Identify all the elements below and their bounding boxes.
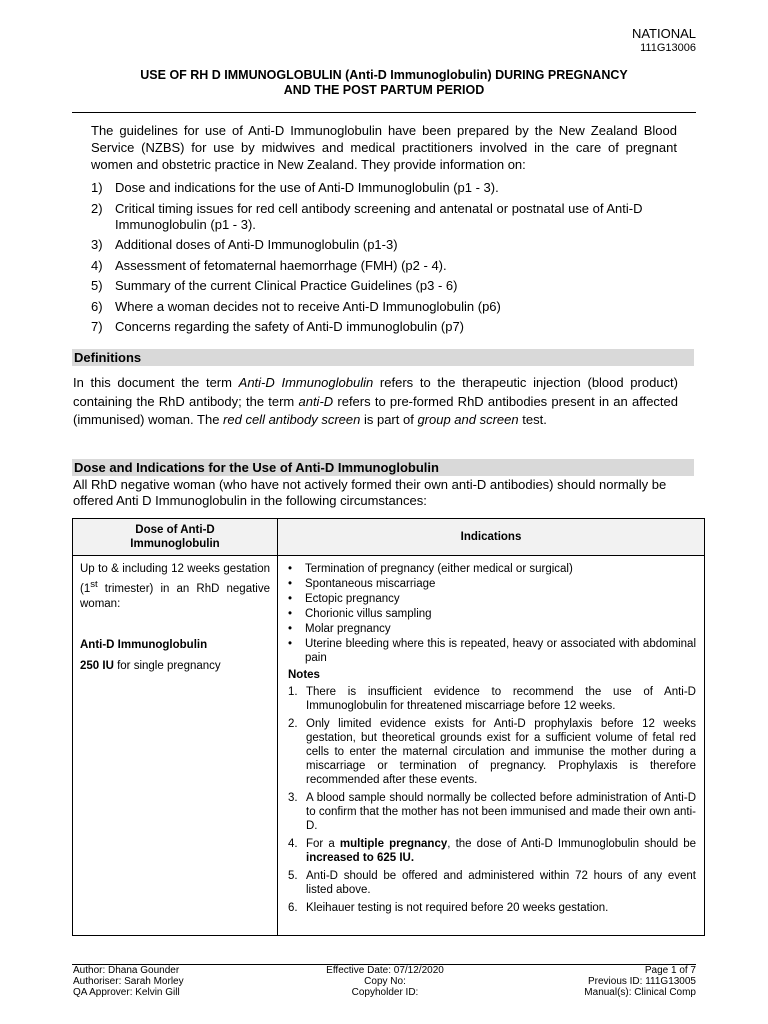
note-text: Anti-D should be offered and administered within 72 hours of any event listed above. xyxy=(306,870,696,896)
list-item xyxy=(288,685,696,713)
dose-iu-value: 250 IU xyxy=(80,659,114,672)
list-text: Concerns regarding the safety of Anti-D immunoglobulin (p7) xyxy=(115,319,465,334)
indication-text: Molar pregnancy xyxy=(305,623,391,635)
footer-right xyxy=(584,965,696,998)
list-item xyxy=(288,791,696,833)
document-header xyxy=(632,26,696,55)
dose-gestation-text xyxy=(80,562,270,612)
title-line-2: AND THE POST PARTUM PERIOD xyxy=(283,83,485,97)
list-text: Summary of the current Clinical Practice Guidelines (p3 - 6) xyxy=(115,278,458,293)
note-number: 2. xyxy=(288,718,298,730)
table-header-row xyxy=(73,519,705,556)
list-item xyxy=(288,622,696,636)
footer-manuals: Manual(s): Clinical Comp xyxy=(584,987,696,998)
list-number: 6) xyxy=(91,298,103,314)
note-text-part: , the dose of Anti-D Immunoglobulin should be xyxy=(447,838,696,850)
definitions-text: refers to pre-formed RhD antibodies present in an affected (immunised) woman. The xyxy=(73,393,678,427)
footer-left xyxy=(73,965,184,998)
indication-text: Chorionic villus sampling xyxy=(305,608,432,620)
note-number: 6. xyxy=(288,902,298,914)
title-divider xyxy=(72,112,696,113)
list-item xyxy=(91,319,683,335)
note-emphasis: multiple pregnancy xyxy=(339,838,448,850)
bullet: • xyxy=(288,578,293,590)
indications-column-header: Indications xyxy=(278,519,705,556)
dose-text: for single pregnancy xyxy=(113,659,221,672)
header-text: Dose of Anti-D xyxy=(135,524,215,536)
term-anti-d-immunoglobulin: Anti-D Immunoglobulin xyxy=(238,375,374,390)
note-number: 4. xyxy=(288,838,298,850)
document-code: 111G13006 xyxy=(640,42,696,54)
note-number: 1. xyxy=(288,686,298,698)
note-text: A blood sample should normally be collected before administration of Anti-D to confirm that the mother has not been immunised and made their own anti-D. xyxy=(306,792,696,832)
dose-text: trimester) in an RhD negative woman: xyxy=(80,582,270,610)
list-text: Assessment of fetomaternal haemorrhage (FMH) (p2 - 4). xyxy=(115,257,447,273)
notes-heading: Notes xyxy=(288,669,320,681)
bullet: • xyxy=(288,623,293,635)
table-row xyxy=(73,556,705,936)
definitions-text: is part of xyxy=(360,412,418,427)
footer-effective-date: Effective Date: 07/12/2020 xyxy=(326,965,444,976)
list-item xyxy=(91,278,683,294)
indication-text: Ectopic pregnancy xyxy=(305,593,400,605)
dose-indications-table xyxy=(72,518,705,936)
definitions-text: test. xyxy=(518,412,547,427)
note-number: 3. xyxy=(288,792,298,804)
note-text: There is insufficient evidence to recommend the use of Anti-D Immunoglobulin for threatened miscarriage before 12 weeks. xyxy=(306,686,696,712)
note-text-part: For a xyxy=(306,838,340,850)
indication-text: Uterine bleeding where this is repeated, heavy or associated with abdominal pain xyxy=(305,638,696,664)
term-anti-d: anti-D xyxy=(298,393,334,409)
dose-amount xyxy=(80,659,270,674)
dose-section-heading: Dose and Indications for the Use of Anti-D Immunoglobulin xyxy=(72,459,694,476)
list-item xyxy=(288,837,696,865)
list-text: Dose and indications for the use of Anti-D Immunoglobulin (p1 - 3). xyxy=(115,180,499,195)
title-line-1: USE OF RH D IMMUNOGLOBULIN (Anti-D Immunoglobulin) DURING PREGNANCY xyxy=(140,68,628,82)
notes-list xyxy=(288,685,696,915)
list-item xyxy=(288,607,696,621)
list-text: Critical timing issues for red cell antibody screening and antenatal or postnatal use of Anti-D Immunoglobulin (p1 - 3). xyxy=(115,200,643,232)
list-item xyxy=(288,592,696,606)
document-title xyxy=(72,68,696,98)
intro-paragraph: The guidelines for use of Anti-D Immunoglobulin have been prepared by the New Zealand Blood Service (NZBS) for use by midwives and medical practitioners involved in the care of pregnant women and obstetric practice in New Zealand. They provide information on: xyxy=(91,123,677,172)
list-item xyxy=(91,299,683,315)
list-item xyxy=(91,237,683,253)
footer-page-number: Page 1 of 7 xyxy=(644,965,696,976)
list-item xyxy=(288,637,696,665)
list-item xyxy=(91,201,683,233)
list-item xyxy=(288,577,696,591)
list-text: Additional doses of Anti-D Immunoglobulin (p1-3) xyxy=(115,237,398,252)
list-item xyxy=(91,180,683,196)
bullet: • xyxy=(288,638,293,650)
definitions-heading: Definitions xyxy=(72,349,694,366)
list-number: 3) xyxy=(91,237,103,252)
note-emphasis: increased to 625 IU. xyxy=(306,852,415,864)
superscript: st xyxy=(90,579,98,590)
note-text: Only limited evidence exists for Anti-D prophylaxis before 12 weeks gestation, but theoretical grounds exist for a sufficient volume of fetal red cells to enter the maternal circulation and immunise the mother during a miscarriage or termination of pregnancy. Prophylaxis is therefore recommended after these events. xyxy=(306,718,696,786)
note-text xyxy=(306,837,696,865)
note-text: Kleihauer testing is not required before 20 weeks gestation. xyxy=(306,902,609,914)
list-item xyxy=(288,717,696,787)
dose-product-name: Anti-D Immunoglobulin xyxy=(80,638,208,651)
footer-center xyxy=(300,965,470,998)
indications-cell xyxy=(278,556,705,936)
definitions-text: In this document the term xyxy=(73,375,239,390)
list-item xyxy=(288,901,696,915)
list-item xyxy=(288,562,696,576)
footer-copy-no: Copy No: xyxy=(364,976,406,987)
bullet: • xyxy=(288,593,293,605)
list-number: 7) xyxy=(91,319,103,334)
footer-previous-id: Previous ID: 111G13005 xyxy=(587,976,696,987)
list-number: 1) xyxy=(91,180,103,195)
list-number: 4) xyxy=(91,257,103,273)
footer-qa-approver: QA Approver: Kelvin Gill xyxy=(73,987,180,998)
list-number: 2) xyxy=(91,200,103,216)
header-text: Immunoglobulin xyxy=(130,538,220,550)
bullet: • xyxy=(288,563,293,575)
bullet: • xyxy=(288,608,293,620)
list-item xyxy=(288,869,696,897)
term-group-and-screen: group and screen xyxy=(417,412,519,427)
list-number: 5) xyxy=(91,278,103,293)
dose-intro-paragraph: All RhD negative woman (who have not actively formed their own anti-D antibodies) should normally be offered Anti D Immunoglobulin in the following circumstances: xyxy=(73,477,667,508)
definitions-text: refers to the therapeutic injection (blood product) containing the RhD antibody; the term xyxy=(73,375,678,409)
footer-authoriser: Authoriser: Sarah Morley xyxy=(73,976,184,987)
list-item xyxy=(91,258,683,274)
list-text: Where a woman decides not to receive Anti-D Immunoglobulin (p6) xyxy=(115,298,501,314)
info-list xyxy=(91,180,683,340)
dose-text: Up to & including 12 weeks gestation (1 xyxy=(80,563,270,595)
indication-text: Spontaneous miscarriage xyxy=(305,578,436,590)
org-label: NATIONAL xyxy=(631,26,696,41)
definitions-paragraph xyxy=(73,374,678,430)
dose-column-header xyxy=(73,519,278,556)
footer-author: Author: Dhana Gounder xyxy=(73,965,180,976)
footer-copyholder: Copyholder ID: xyxy=(351,987,419,998)
dose-cell xyxy=(73,556,278,936)
indications-list xyxy=(288,562,696,665)
term-red-cell-antibody-screen: red cell antibody screen xyxy=(223,412,361,427)
indication-text: Termination of pregnancy (either medical or surgical) xyxy=(305,563,573,575)
note-number: 5. xyxy=(288,870,298,882)
